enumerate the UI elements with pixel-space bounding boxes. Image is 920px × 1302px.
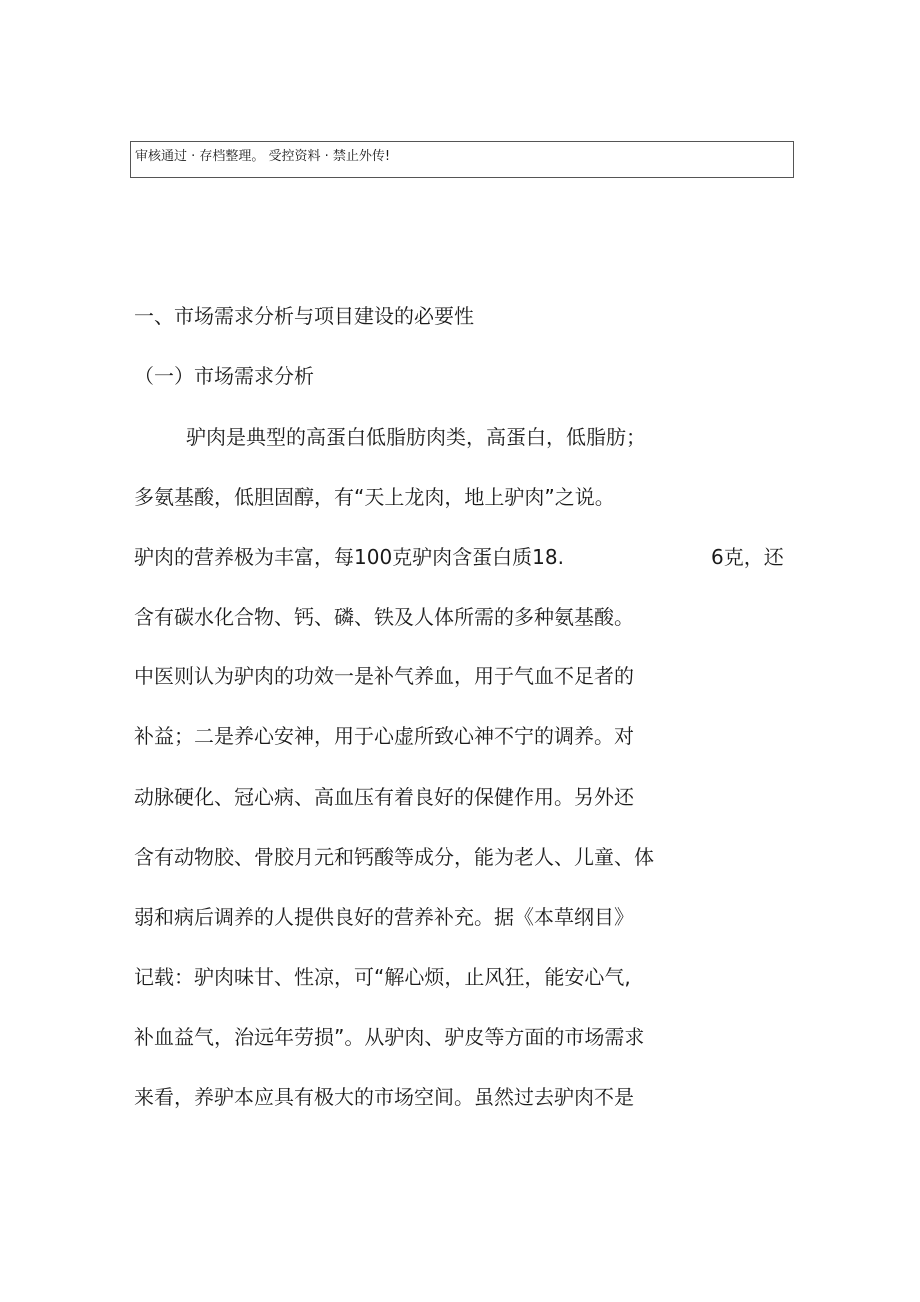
paragraph-line: 补益；二是养心安神，用于心虚所致心神不宁的调养。对 (134, 724, 634, 748)
paragraph-line: 驴肉是典型的高蛋白低脂肪肉类，高蛋白，低脂肪； (186, 425, 646, 449)
paragraph-line: 来看，养驴本应具有极大的市场空间。虽然过去驴肉不是 (134, 1085, 634, 1109)
paragraph-line: 动脉硬化、冠心病、高血压有着良好的保健作用。另外还 (134, 785, 634, 809)
subsection-heading: （一）市场需求分析 (134, 364, 314, 388)
paragraph-line: 弱和病后调养的人提供良好的营养补充。据《本草纲目》 (134, 905, 634, 929)
paragraph-line: 驴肉的营养极为丰富，每100克驴肉含蛋白质18. (134, 545, 564, 569)
paragraph-line: 多氨基酸，低胆固醇，有“天上龙肉，地上驴肉”之说。 (134, 485, 615, 509)
control-notice-box: 审核通过 · 存档整理。 受控资料 · 禁止外传! (130, 141, 794, 178)
paragraph-line: 补血益气，治远年劳损”。从驴肉、驴皮等方面的市场需求 (134, 1025, 645, 1049)
paragraph-line-tail: 6克，还 (711, 545, 784, 569)
section-heading: 一、市场需求分析与项目建设的必要性 (134, 304, 474, 328)
paragraph-line: 含有动物胶、骨胶月元和钙酸等成分，能为老人、儿童、体 (134, 845, 654, 869)
paragraph-line: 中医则认为驴肉的功效一是补气养血，用于气血不足者的 (134, 664, 634, 688)
paragraph-line: 记载：驴肉味甘、性凉，可“解心烦，止风狂，能安心气, (134, 965, 631, 989)
paragraph-line: 含有碳水化合物、钙、磷、铁及人体所需的多种氨基酸。 (134, 605, 634, 629)
